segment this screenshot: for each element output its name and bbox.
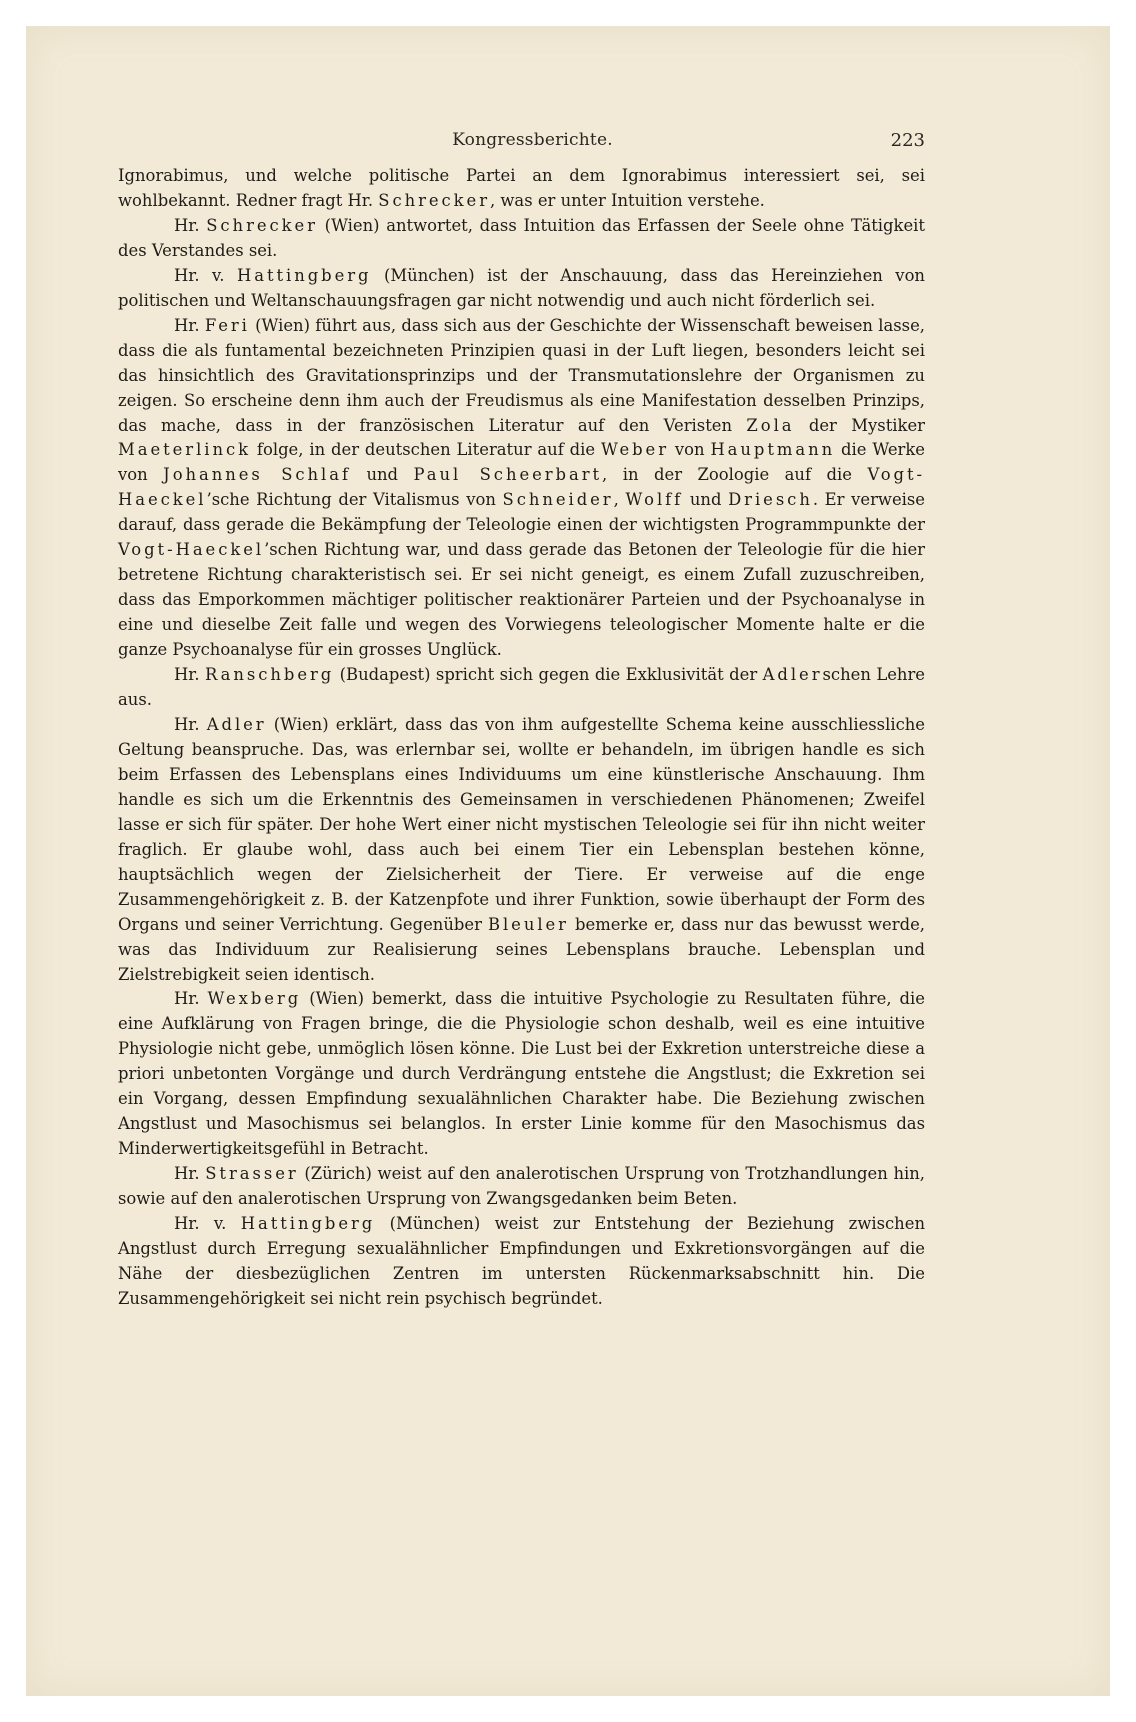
spaced-name: Vogt-Haeckel — [118, 540, 265, 560]
spaced-name: Johannes Schlaf — [163, 465, 351, 485]
running-head: Kongressberichte. — [452, 130, 613, 150]
body-text — [118, 164, 925, 1312]
text-run: Hr. v. — [174, 265, 237, 285]
text-run: (Wien) antwortet, dass Intuition das Erfassen der Seele ohne Tätigkeit des Verstandes sei. — [118, 215, 926, 260]
spaced-name: Bleuler — [487, 914, 569, 934]
paragraph — [118, 987, 925, 1162]
paragraph — [118, 1212, 925, 1312]
spaced-name: Maeterlinck — [118, 440, 252, 460]
spaced-name: Hauptmann — [710, 440, 836, 460]
spaced-name: Adler — [762, 665, 823, 685]
text-run: von — [669, 440, 711, 460]
spaced-name: Adler — [206, 714, 267, 734]
spaced-name: Wexberg — [207, 989, 302, 1009]
spaced-name: Wolff — [625, 490, 684, 510]
spaced-name: Weber — [601, 440, 669, 460]
text-run: . Er verweise darauf, dass gerade die Bekämpfung der Teleologie einen der wichtigsten Programmpunkte der — [118, 490, 925, 535]
text-run: bemerke er, dass nur das bewusst werde, was das Individuum zur Realisierung seines Lebensplans brauche. Lebensplan und Zielstrebigkeit seien identisch. — [118, 914, 925, 984]
text-run: , — [613, 490, 626, 510]
paragraph — [118, 264, 925, 314]
text-run: die Werke von — [118, 440, 926, 485]
text-run: ’schen Richtung war, und dass gerade das Betonen der Teleologie für die hier betretene Richtung charakteristisch sei. Er sei nicht geneigt, es einem Zufall zuzuschreiben, dass das Emporkommen mächtiger politischer reaktionärer Parteien und der Psychoanalyse in eine und dieselbe Zeit falle und wegen des Vorwiegens teleologischer Momente halte er die ganze Psychoanalyse für ein grosses Unglück. — [118, 540, 925, 660]
text-run: (Wien) erklärt, dass das von ihm aufgestellte Schema keine ausschliessliche Geltung beanspruche. Das, was erlernbar sei, wollte er behandeln, im übrigen handle es sich beim Erfassen des Lebensplans eines Individuums um eine künstlerische Anschauung. Ihm handle es sich um die Erkenntnis des Gemeinsamen in verschiedenen Phänomenen; Zweifel lasse er sich für später. Der hohe Wert einer nicht mystischen Teleologie sei für ihn nicht weiter fraglich. Er glaube wohl, dass auch bei einem Tier ein Lebensplan bestehen könne, hauptsächlich wegen der Zielsicherheit der Tiere. Er verweise auf die enge Zusammengehörigkeit z. B. der Katzenpfote und ihrer Funktion, sowie überhaupt der Form des Organs und seiner Verrichtung. Gegenüber — [118, 714, 926, 934]
text-run: schen Lehre aus. — [118, 665, 925, 710]
text-run: folge, in der deutschen Literatur auf die — [251, 440, 601, 460]
spaced-name: Feri — [204, 315, 250, 335]
text-run: , in der Zoologie auf die — [602, 465, 868, 485]
spaced-name: Hattingberg — [236, 265, 372, 285]
text-run: (Zürich) weist auf den analerotischen Ursprung von Trotzhandlungen hin, sowie auf den analerotischen Ursprung von Zwangsgedanken beim Beten. — [118, 1164, 926, 1209]
spaced-name: Strasser — [205, 1164, 299, 1184]
spaced-name: Schrecker — [378, 190, 490, 210]
paragraph — [118, 314, 925, 663]
text-run: und — [683, 490, 729, 510]
text-run: Hr. — [174, 665, 205, 685]
text-run: , was er unter Intuition verstehe. — [489, 190, 765, 210]
text-run: Hr. — [174, 315, 205, 335]
text-run: (München) ist der Anschauung, dass das Hereinziehen von politischen und Weltanschauungsfragen gar nicht notwendig und auch nicht förderlich sei. — [118, 265, 925, 310]
paragraph — [118, 713, 925, 987]
text-run: Hr. v. — [174, 1214, 241, 1234]
page-header — [140, 130, 925, 154]
text-run: Hr. — [174, 714, 207, 734]
text-run: Hr. — [174, 989, 208, 1009]
text-run: Ignorabimus, und welche politische Partei an dem Ignorabimus interessiert sei, sei wohlbekannt. Redner fragt Hr. — [118, 166, 925, 210]
paragraph — [118, 164, 925, 214]
paragraph — [118, 214, 925, 264]
text-run: (Wien) führt aus, dass sich aus der Geschichte der Wissenschaft beweisen lasse, dass die als funtamental bezeichneten Prinzipien quasi in der Luft liegen, besonders leicht sei das hinsichtlich des Gravitationsprinzips und der Transmutationslehre der Organismen zu zeigen. So erscheine denn ihm auch der Freudismus als eine Manifestation desselben Prinzips, das mache, dass in der französischen Literatur auf den Veristen — [118, 315, 925, 435]
paragraph — [118, 1162, 925, 1212]
spaced-name: Zola — [746, 415, 795, 435]
spaced-name: Hattingberg — [240, 1214, 376, 1234]
text-run: (Wien) bemerkt, dass die intuitive Psychologie zu Resultaten führe, die eine Aufklärung von Fragen bringe, die die Physiologie schon deshalb, weil es eine intuitive Physiologie nicht gebe, unmöglich lösen könne. Die Lust bei der Exkretion unterstreiche diese a priori unbetonten Vorgänge und durch Verdrängung entstehe die Angstlust; die Exkretion sei ein Vorgang, dessen Empfindung sexualähnlichen Charakter habe. Die Beziehung zwischen Angstlust und Masochismus sei belanglos. In erster Linie komme für den Masochismus das Minderwertigkeitsgefühl in Betracht. — [118, 989, 925, 1159]
spaced-name: Driesch — [728, 490, 813, 510]
text-run: und — [350, 465, 414, 485]
text-run: ’sche Richtung der Vitalismus von — [206, 490, 503, 510]
text-run: (München) weist zur Entstehung der Beziehung zwischen Angstlust durch Erregung sexualähnlicher Empfindungen und Exkretionsvorgängen auf die Nähe der diesbezüglichen Zentren im untersten Rückenmarksabschnitt hin. Die Zusammengehörigkeit sei nicht rein psychisch begründet. — [118, 1214, 925, 1308]
spaced-name: Vogt-Haeckel — [118, 465, 926, 510]
page-number: 223 — [890, 130, 925, 151]
text-run: Hr. — [174, 1164, 206, 1184]
text-run: (Budapest) spricht sich gegen die Exklusivität der — [334, 665, 763, 685]
text-run: Hr. — [174, 215, 207, 235]
spaced-name: Schneider — [502, 490, 614, 510]
paragraph — [118, 663, 925, 713]
spaced-name: Paul Scheerbart — [413, 465, 603, 485]
spaced-name: Schrecker — [206, 215, 318, 235]
spaced-name: Ranschberg — [204, 665, 335, 685]
text-run: der Mystiker — [794, 415, 925, 435]
